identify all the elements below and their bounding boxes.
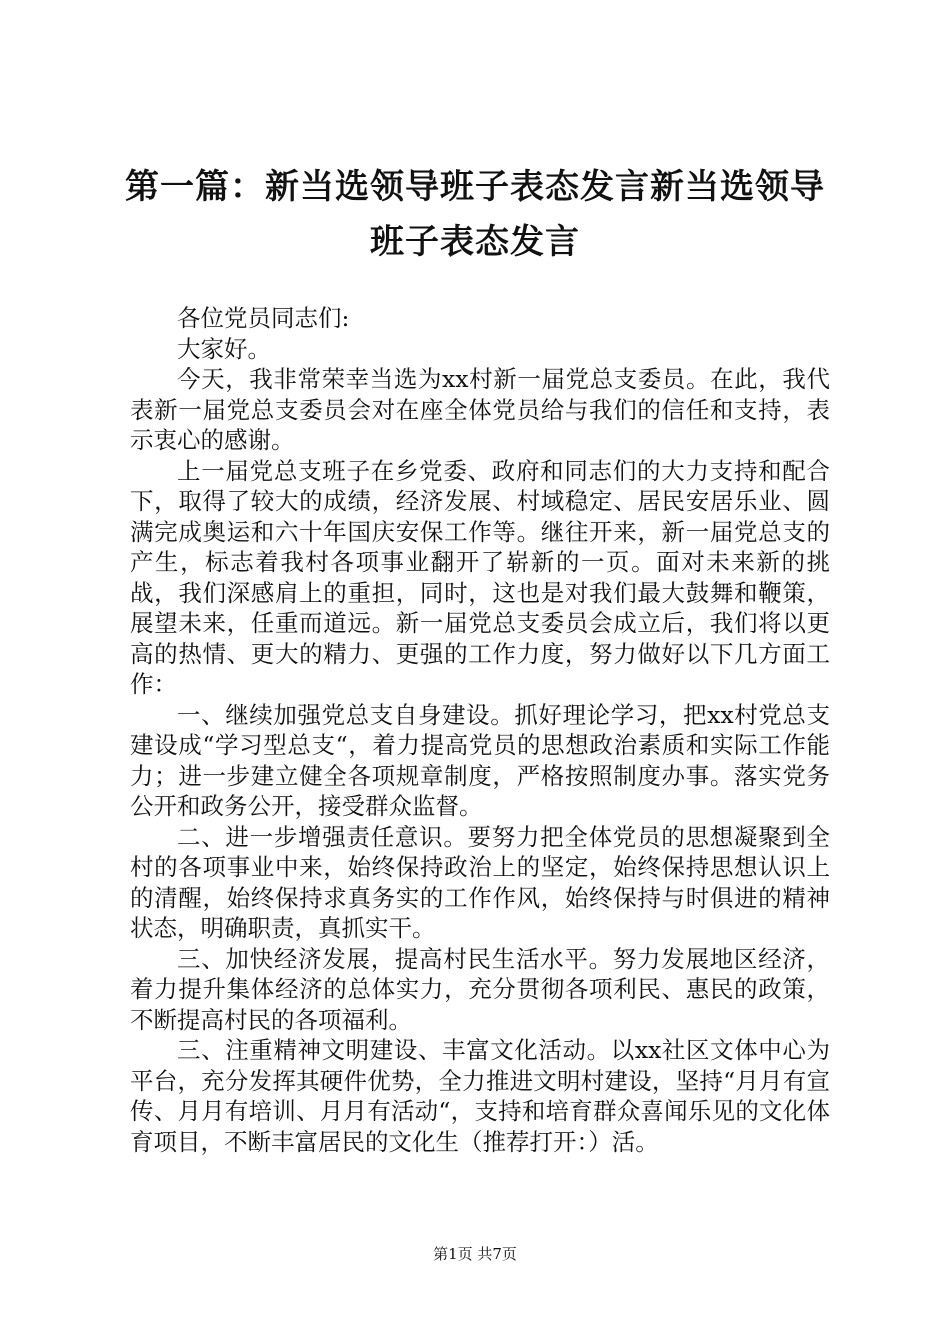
document-body (130, 303, 830, 1157)
paragraph-point-1: 一、继续加强党总支自身建设。抓好理论学习，把xx村党总支建设成“学习型总支“，着力提高党员的思想政治素质和实际工作能力；进一步建立健全各项规章制度，严格按照制度办事。落实党务公开和政务公开，接受群众监督。 (130, 700, 830, 820)
paragraph-point-2: 二、进一步增强责任意识。要努力把全体党员的思想凝聚到全村的各项事业中来，始终保持政治上的坚定，始终保持思想认识上的清醒，始终保持求真务实的工作作风，始终保持与时俱进的精神状态，明确职责，真抓实干。 (130, 822, 830, 942)
paragraph-greeting: 大家好。 (177, 334, 271, 363)
document-title: 第一篇：新当选领导班子表态发言新当选领导班子表态发言 (125, 167, 825, 262)
page-number-footer: 第1页 共7页 (433, 1245, 517, 1263)
paragraph-thanks: 今天，我非常荣幸当选为xx村新一届党总支委员。在此，我代表新一届党总支委员会对在座全体党员给与我们的信任和支持，表示衷心的感谢。 (130, 365, 830, 454)
paragraph-review: 上一届党总支班子在乡党委、政府和同志们的大力支持和配合下，取得了较大的成绩，经济发展、村域稳定、居民安居乐业、圆满完成奥运和六十年国庆安保工作等。继往开来，新一届党总支的产生，标志着我村各项事业翻开了崭新的一页。面对未来新的挑战，我们深感肩上的重担，同时，这也是对我们最大鼓舞和鞭策，展望未来，任重而道远。新一届党总支委员会成立后，我们将以更高的热情、更大的精力、更强的工作力度，努力做好以下几方面工作： (130, 456, 830, 698)
paragraph-point-3: 三、加快经济发展，提高村民生活水平。努力发展地区经济，着力提升集体经济的总体实力，充分贯彻各项利民、惠民的政策，不断提高村民的各项福利。 (130, 944, 830, 1034)
paragraph-point-4: 三、注重精神文明建设、丰富文化活动。以xx社区文体中心为平台，充分发挥其硬件优势，全力推进文明村建设，坚持“月月有宣传、月月有培训、月月有活动“，支持和培育群众喜闻乐见的文化体育项目，不断丰富居民的文化生（推荐打开：）活。 (130, 1036, 830, 1156)
paragraph-salutation: 各位党员同志们: (177, 304, 350, 332)
